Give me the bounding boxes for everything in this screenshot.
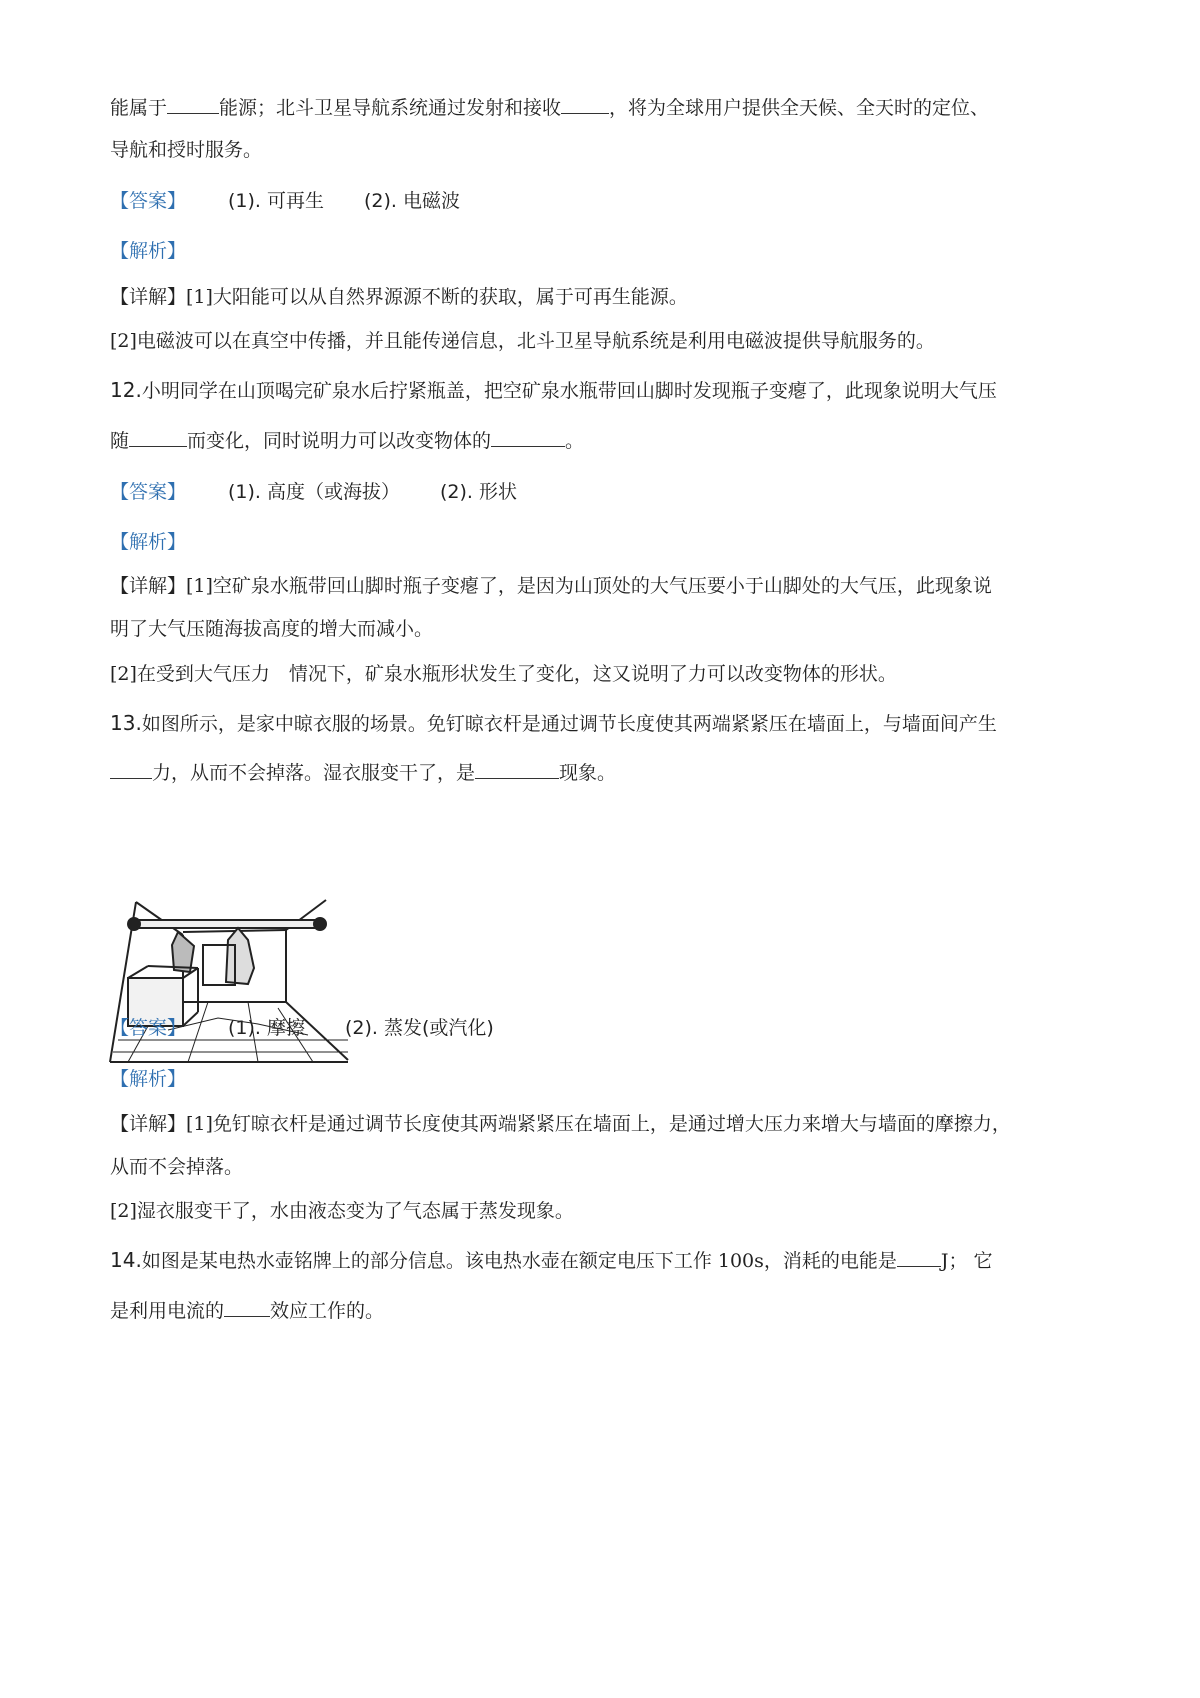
blank	[897, 1246, 941, 1267]
q13-answer	[110, 1013, 494, 1043]
answer-2: (2). 电磁波	[364, 190, 461, 212]
q12-question-line-1: 12.小明同学在山顶喝完矿泉水后拧紧瓶盖，把空矿泉水瓶带回山脚时发现瓶子变瘪了，此现象说明大气压	[110, 378, 997, 402]
q12-analysis-tag: 【解析】	[110, 531, 187, 553]
q14-question-line-1: 14.如图是某电热水壶铭牌上的部分信息。该电热水壶在额定电压下工作 100s，消耗的电能是 J； 它	[110, 1248, 993, 1272]
q11-question-line-1: 能属于 能源；北斗卫星导航系统通过发射和接收 ，将为全球用户提供全天候、全天时的定位、	[110, 93, 989, 123]
q13-detail-1: 【详解】[1]免钉晾衣杆是通过调节长度使其两端紧紧压在墙面上，是通过增大压力来增大与墙面的摩擦力，	[110, 1113, 1011, 1135]
q11-detail-1: 【详解】[1]大阳能可以从自然界源源不断的获取，属于可再生能源。	[110, 286, 688, 308]
q11-question-line-2: 导航和授时服务。	[110, 139, 263, 161]
q12-answer	[110, 477, 517, 507]
answer-1: (1). 高度（或海拔）	[228, 481, 401, 503]
answer-2: (2). 形状	[440, 481, 518, 503]
q12-detail-2: [2]在受到大气压力 情况下，矿泉水瓶形状发生了变化，这又说明了力可以改变物体的形状。	[110, 663, 897, 685]
answer-tag: 【答案】	[110, 1017, 187, 1039]
answer-2: (2). 蒸发(或汽化)	[345, 1017, 494, 1039]
blank	[224, 1296, 270, 1317]
q12-detail-1b: 明了大气压随海拔高度的增大而减小。	[110, 618, 434, 640]
q11-analysis-tag: 【解析】	[110, 240, 187, 262]
blank	[561, 93, 609, 114]
answer-tag: 【答案】	[110, 481, 187, 503]
answer-1: (1). 摩擦	[228, 1017, 306, 1039]
answer-tag: 【答案】	[110, 190, 187, 212]
blank	[129, 426, 187, 447]
q13-detail-2: [2]湿衣服变干了，水由液态变为了气态属于蒸发现象。	[110, 1200, 574, 1222]
q13-analysis-tag: 【解析】	[110, 1068, 187, 1090]
q12-detail-1: 【详解】[1]空矿泉水瓶带回山脚时瓶子变瘪了，是因为山顶处的大气压要小于山脚处的大气压，此现象说	[110, 575, 992, 597]
q13-detail-1b: 从而不会掉落。	[110, 1156, 244, 1178]
answer-1: (1). 可再生	[228, 190, 325, 212]
q13-question-line-1: 13.如图所示，是家中晾衣服的场景。免钉晾衣杆是通过调节长度使其两端紧紧压在墙面上，与墙面间产生	[110, 711, 997, 735]
q11-detail-2: [2]电磁波可以在真空中传播，并且能传递信息，北斗卫星导航系统是利用电磁波提供导航服务的。	[110, 330, 935, 352]
blank	[491, 426, 565, 447]
q11-answer	[110, 186, 460, 216]
q13-question-line-2: 力，从而不会掉落。湿衣服变干了，是 现象。	[110, 758, 616, 788]
blank	[167, 93, 219, 114]
blank	[475, 758, 559, 779]
blank	[110, 758, 152, 779]
q14-question-line-2: 是利用电流的 效应工作的。	[110, 1296, 384, 1326]
q12-question-line-2: 随 而变化，同时说明力可以改变物体的 。	[110, 426, 584, 456]
